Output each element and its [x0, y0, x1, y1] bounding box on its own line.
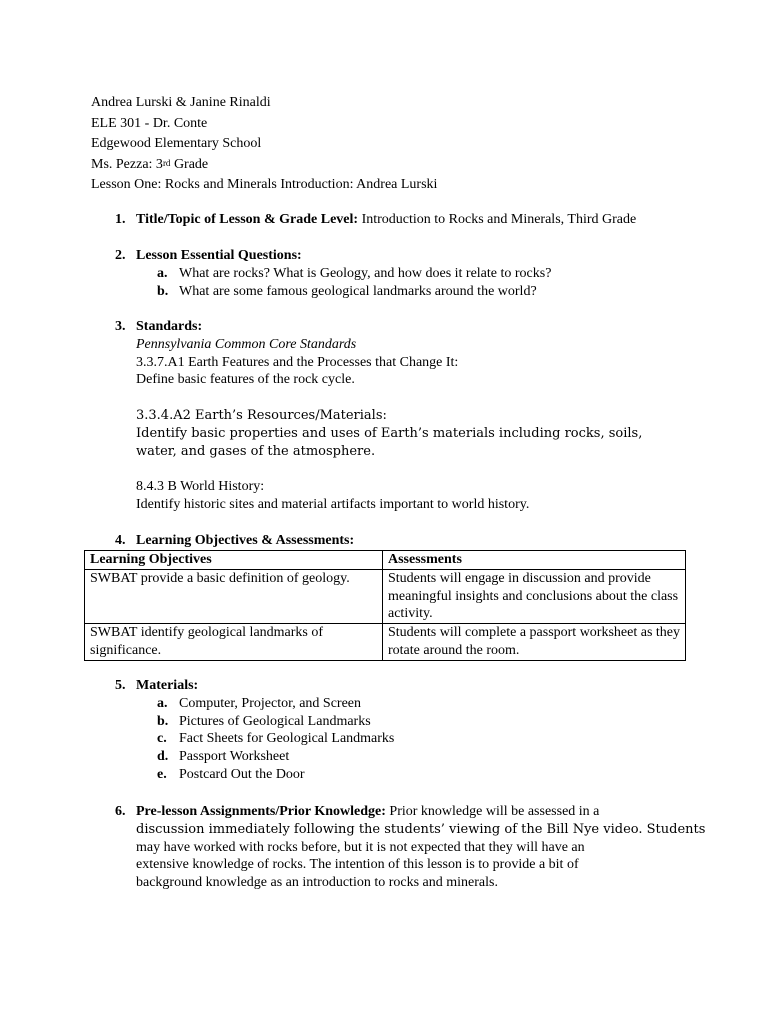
item-text: What are rocks? What is Geology, and how does it relate to rocks? [179, 265, 552, 281]
table-cell: SWBAT provide a basic definition of geology. [85, 569, 383, 623]
list-item [157, 695, 394, 713]
standard-title: 3.3.4.A2 Earth’s Resources/Materials: [136, 407, 387, 423]
objectives-table [84, 550, 686, 661]
section-label: Materials: [136, 678, 199, 693]
table-row [85, 624, 686, 661]
section-label: Learning Objectives & Assessments: [136, 533, 355, 548]
item-letter: d. [157, 749, 169, 765]
section-label: Pre-lesson Assignments/Prior Knowledge: [136, 804, 386, 819]
section-text: Introduction to Rocks and Minerals, Third Grade [358, 212, 637, 227]
paragraph-line: may have worked with rocks before, but it is not expected that they will have an [136, 839, 585, 855]
teacher-prefix: Ms. Pezza: 3 [91, 156, 163, 172]
item-letter: b. [157, 713, 169, 729]
authors-line: Andrea Lurski & Janine Rinaldi [91, 95, 271, 110]
section-number: 2. [115, 248, 126, 263]
standard-text: Define basic features of the rock cycle. [136, 372, 355, 388]
section-label: Lesson Essential Questions: [136, 248, 302, 263]
list-item [157, 265, 551, 283]
item-text: Fact Sheets for Geological Landmarks [179, 731, 395, 747]
list-item [157, 766, 394, 784]
item-text: What are some famous geological landmarks around the world? [179, 283, 537, 299]
standard-text: Identify historic sites and material artifacts important to world history. [136, 496, 530, 512]
standard-title: 3.3.7.A1 Earth Features and the Processes that Change It: [136, 354, 459, 370]
section-number: 6. [115, 804, 126, 819]
teacher-suffix: Grade [170, 156, 209, 172]
section-body [136, 247, 551, 300]
paragraph-line: discussion immediately following the students’ viewing of the Bill Nye video. Students [136, 821, 706, 837]
section-number: 4. [115, 533, 126, 548]
standard-text: Identify basic properties and uses of Earth’s materials including rocks, soils, water, and gases of the atmosphere. [136, 425, 643, 459]
item-text: Postcard Out the Door [179, 766, 305, 782]
paragraph-line: extensive knowledge of rocks. The intention of this lesson is to provide a bit of [136, 857, 579, 873]
item-letter: a. [157, 695, 168, 711]
standards-subtitle: Pennsylvania Common Core Standards [136, 336, 357, 352]
section-number: 5. [115, 678, 126, 693]
section-body [136, 318, 676, 514]
column-header: Learning Objectives [85, 551, 383, 570]
list-item [157, 713, 394, 731]
item-letter: e. [157, 766, 167, 782]
school-line: Edgewood Elementary School [91, 136, 262, 151]
item-letter: b. [157, 283, 169, 299]
item-text: Passport Worksheet [179, 749, 290, 765]
section-body [136, 677, 394, 784]
section-number: 3. [115, 319, 126, 334]
paragraph-line: Prior knowledge will be assessed in a [385, 804, 600, 819]
item-letter: c. [157, 731, 167, 747]
paragraph-line: background knowledge as an introduction to rocks and minerals. [136, 875, 498, 891]
list-item [157, 283, 551, 301]
list-item [157, 748, 394, 766]
section-body [136, 803, 705, 892]
table-header-row [85, 551, 686, 570]
item-letter: a. [157, 265, 168, 281]
item-text: Computer, Projector, and Screen [179, 695, 361, 711]
course-line: ELE 301 - Dr. Conte [91, 115, 208, 131]
section-body [136, 532, 354, 550]
standard-title: 8.4.3 B World History: [136, 479, 265, 495]
grade-superscript: rd [162, 157, 171, 168]
section-label: Standards: [136, 319, 203, 334]
section-label: Title/Topic of Lesson & Grade Level: [136, 212, 359, 227]
table-cell: SWBAT identify geological landmarks of significance. [85, 624, 383, 661]
column-header: Assessments [383, 551, 686, 570]
list-item [157, 730, 394, 748]
table-cell: Students will complete a passport worksheet as they rotate around the room. [383, 624, 686, 661]
section-body [136, 211, 636, 229]
lesson-line: Lesson One: Rocks and Minerals Introduction: Andrea Lurski [91, 177, 438, 192]
header-block [91, 93, 437, 196]
teacher-line [91, 155, 437, 176]
section-number: 1. [115, 212, 126, 227]
table-row [85, 569, 686, 623]
table-cell: Students will engage in discussion and provide meaningful insights and conclusions about the class activity. [383, 569, 686, 623]
item-text: Pictures of Geological Landmarks [179, 713, 371, 729]
